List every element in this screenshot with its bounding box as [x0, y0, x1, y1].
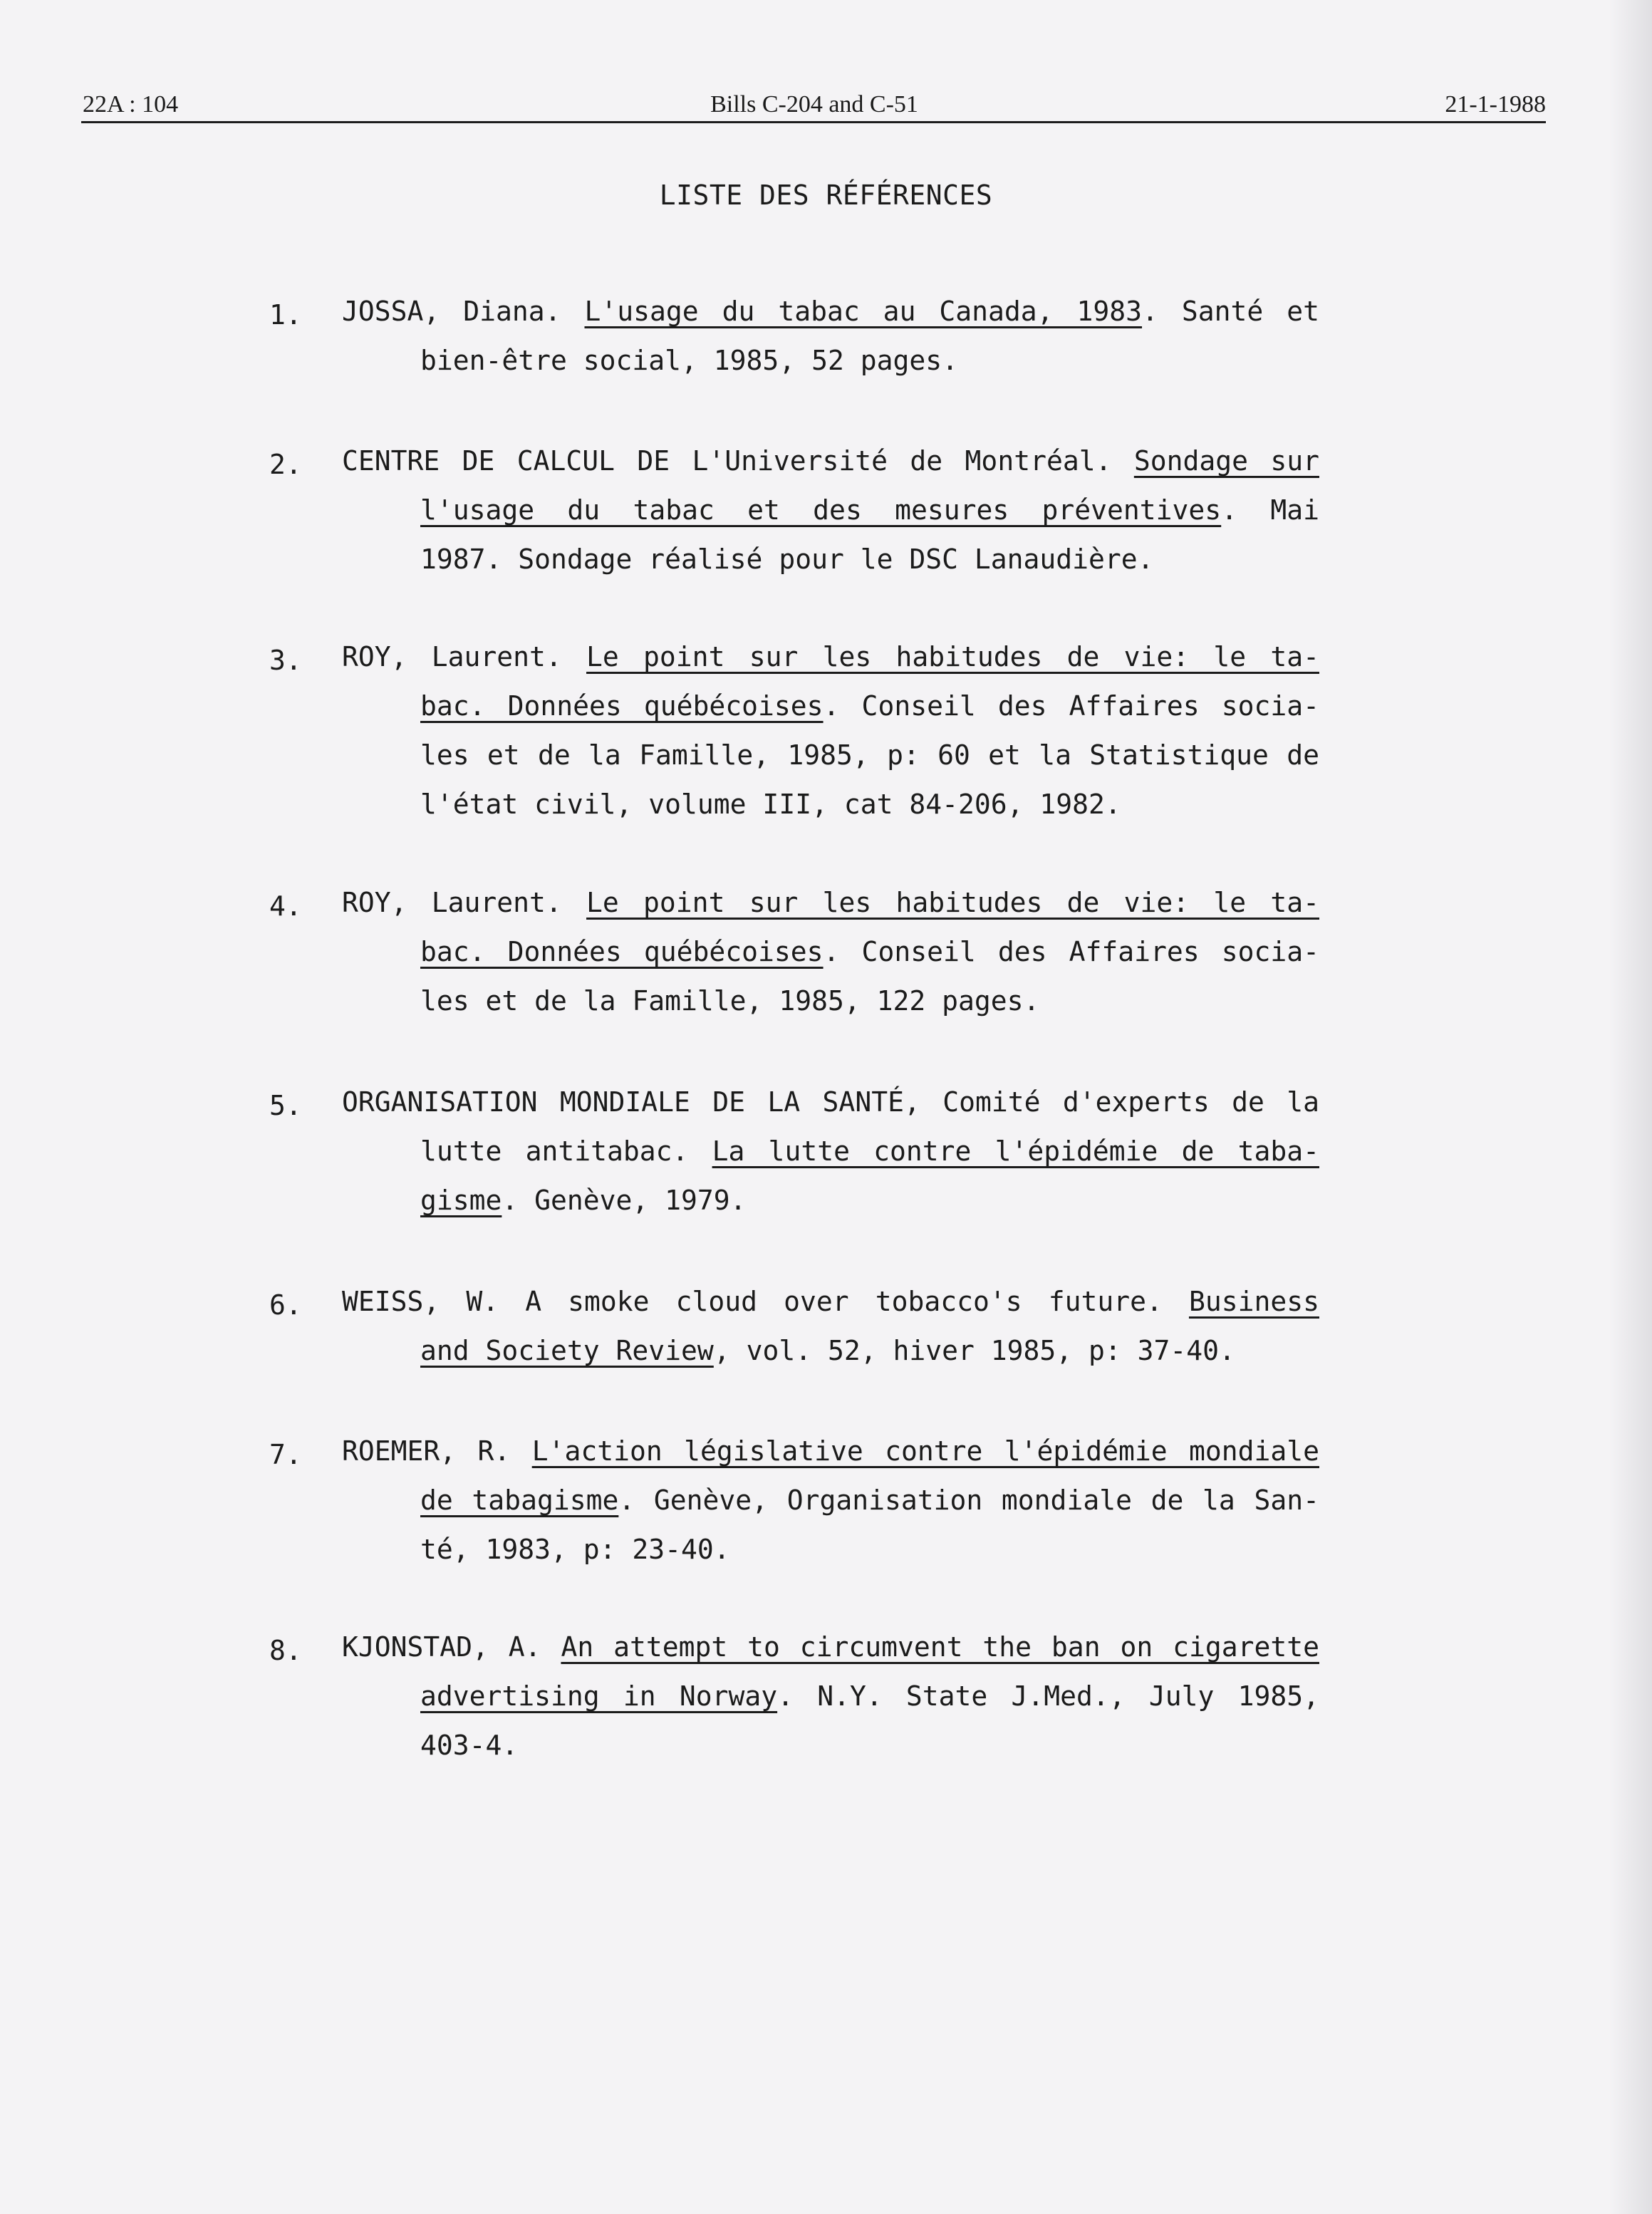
reference-text: [342, 1078, 1319, 1225]
reference-line: [342, 1721, 1319, 1770]
reference-line: [342, 1176, 1319, 1225]
reference-title: L'usage du tabac au Canada, 1983: [584, 296, 1143, 327]
reference-line: [342, 336, 1319, 385]
reference-line: [342, 1525, 1319, 1574]
page-edge-shadow: [1609, 0, 1652, 2214]
reference-title: Le point sur les habitudes de vie: le ta-: [586, 641, 1320, 672]
reference-text-segment: ORGANISATION MONDIALE DE LA SANTÉ, Comité d'experts de la: [342, 1086, 1319, 1118]
reference-title: advertising in Norway: [420, 1680, 778, 1712]
reference-text-segment: . Genève, Organisation mondiale de la San-: [618, 1485, 1319, 1516]
reference-line: [342, 731, 1319, 780]
reference-text-segment: WEISS, W. A smoke cloud over tobacco's future.: [342, 1286, 1189, 1317]
reference-line: [342, 1127, 1319, 1176]
reference-title: Le point sur les habitudes de vie: le ta-: [586, 887, 1320, 918]
reference-title: gisme: [420, 1185, 502, 1216]
reference-text-segment: . Conseil des Affaires socia-: [823, 936, 1319, 967]
reference-number: 3.: [269, 645, 302, 676]
reference-text-segment: les et de la Famille, 1985, p: 60 et la Statistique de: [420, 739, 1319, 771]
reference-text-segment: CENTRE DE CALCUL DE L'Université de Montréal.: [342, 445, 1134, 477]
reference-text-segment: KJONSTAD, A.: [342, 1631, 561, 1663]
reference-text: [342, 1427, 1319, 1574]
reference-number: 6.: [269, 1289, 302, 1321]
reference-text-segment: . Mai: [1221, 494, 1319, 526]
reference-text: [342, 1623, 1319, 1770]
reference-title: bac. Données québécoises: [420, 690, 824, 722]
reference-line: [342, 977, 1319, 1026]
header-date: 21-1-1988: [1445, 91, 1546, 118]
reference-line: [342, 1623, 1319, 1672]
reference-text-segment: JOSSA, Diana.: [342, 296, 585, 327]
reference-line: [342, 633, 1319, 682]
reference-text-segment: , vol. 52, hiver 1985, p: 37-40.: [713, 1335, 1235, 1366]
reference-title: L'action législative contre l'épidémie mondiale: [531, 1435, 1319, 1467]
reference-text-segment: té, 1983, p: 23-40.: [420, 1534, 730, 1565]
reference-text: [342, 1277, 1319, 1376]
reference-title: An attempt to circumvent the ban on cigarette: [561, 1631, 1319, 1663]
reference-text-segment: les et de la Famille, 1985, 122 pages.: [420, 985, 1040, 1017]
reference-text: [342, 633, 1319, 829]
header-rule: [81, 121, 1546, 123]
reference-line: [342, 682, 1319, 731]
reference-text-segment: 403-4.: [420, 1730, 519, 1761]
reference-title: bac. Données québécoises: [420, 936, 824, 967]
reference-number: 1.: [269, 299, 302, 331]
header-page-number: 22A : 104: [83, 91, 179, 118]
reference-number: 4.: [269, 890, 302, 922]
reference-text: [342, 437, 1319, 584]
reference-text-segment: . Genève, 1979.: [502, 1185, 747, 1216]
reference-line: [342, 486, 1319, 535]
reference-line: [342, 1476, 1319, 1525]
reference-title: La lutte contre l'épidémie de taba-: [712, 1135, 1319, 1167]
reference-text: [342, 287, 1319, 385]
reference-text-segment: 1987. Sondage réalisé pour le DSC Lanaudière.: [420, 544, 1154, 575]
reference-title: Business: [1188, 1286, 1319, 1317]
reference-line: [342, 1672, 1319, 1721]
reference-line: [342, 437, 1319, 486]
reference-line: [342, 1078, 1319, 1127]
reference-text: [342, 878, 1319, 1026]
reference-number: 5.: [269, 1090, 302, 1121]
reference-number: 8.: [269, 1635, 302, 1666]
header-bill-title: Bills C-204 and C-51: [710, 91, 918, 118]
reference-number: 2.: [269, 449, 302, 480]
reference-text-segment: ROY, Laurent.: [342, 641, 587, 672]
reference-line: [342, 1427, 1319, 1476]
reference-text-segment: . Conseil des Affaires socia-: [823, 690, 1319, 722]
reference-text-segment: l'état civil, volume III, cat 84-206, 1982.: [420, 789, 1121, 820]
reference-text-segment: . N.Y. State J.Med., July 1985,: [777, 1680, 1319, 1712]
running-header: [83, 84, 1546, 127]
reference-text-segment: bien-être social, 1985, 52 pages.: [420, 345, 958, 376]
reference-text-segment: . Santé et: [1142, 296, 1320, 327]
reference-text-segment: ROY, Laurent.: [342, 887, 587, 918]
reference-line: [342, 927, 1319, 977]
reference-text-segment: lutte antitabac.: [420, 1135, 712, 1167]
reference-line: [342, 878, 1319, 927]
reference-line: [342, 287, 1319, 336]
reference-text-segment: ROEMER, R.: [342, 1435, 532, 1467]
reference-line: [342, 780, 1319, 829]
reference-number: 7.: [269, 1439, 302, 1470]
reference-line: [342, 535, 1319, 584]
reference-title: and Society Review: [420, 1335, 714, 1366]
reference-line: [342, 1326, 1319, 1376]
reference-title: Sondage sur: [1133, 445, 1319, 477]
reference-line: [342, 1277, 1319, 1326]
reference-title: de tabagisme: [420, 1485, 619, 1516]
page-title: LISTE DES RÉFÉRENCES: [659, 180, 993, 211]
reference-title: l'usage du tabac et des mesures préventives: [420, 494, 1222, 526]
